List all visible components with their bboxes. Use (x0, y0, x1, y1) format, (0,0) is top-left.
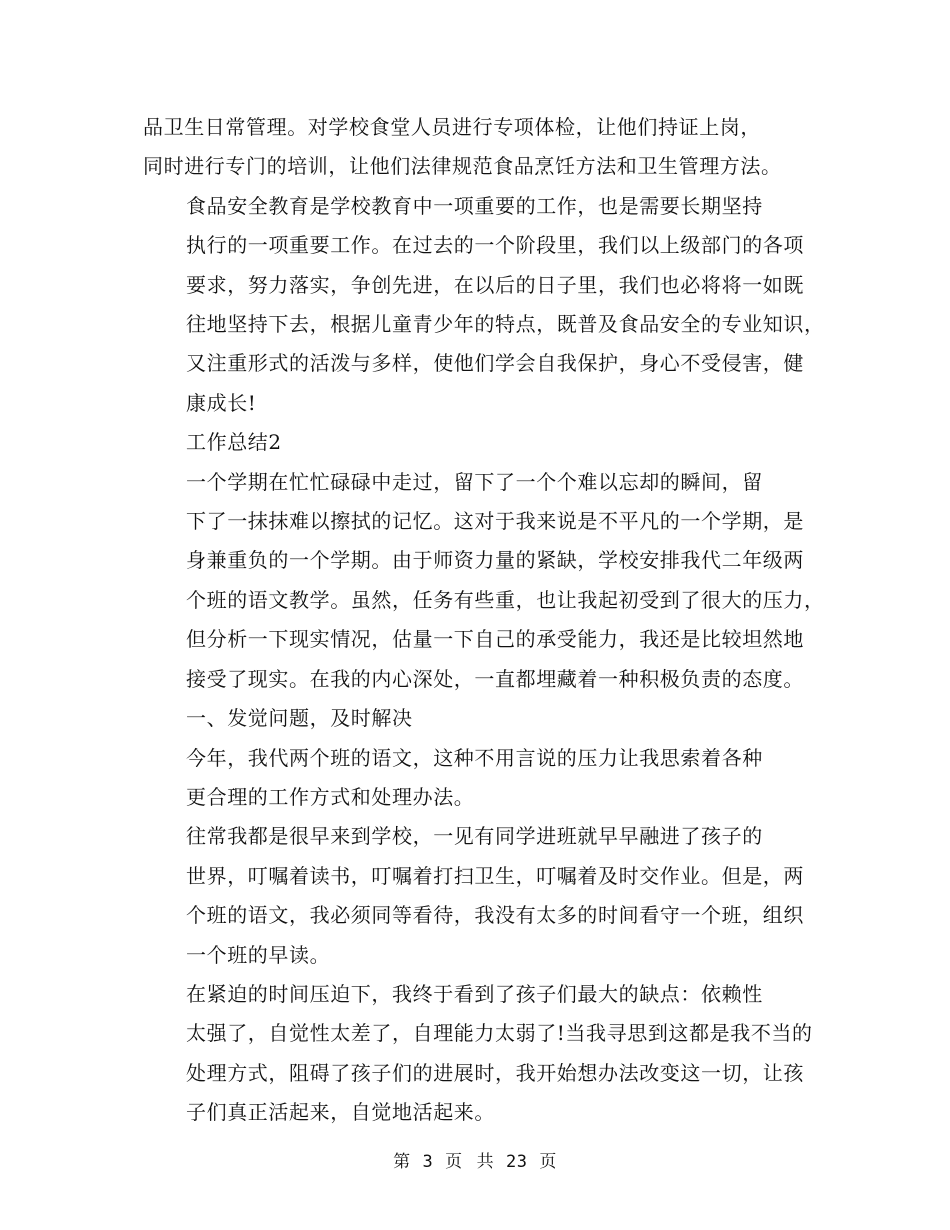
page-footer (0, 1150, 950, 1174)
footer-page-word: 页 (445, 1152, 463, 1172)
text-line: 执行的一项重要工作。在过去的一个阶段里，我们以上级部门的各项 (186, 233, 804, 258)
paragraph (143, 699, 815, 738)
footer-total-pages: 23 (505, 1152, 528, 1172)
text-line: 同时进行专门的培训，让他们法律规范食品烹饪方法和卫生管理方法。 (143, 154, 782, 179)
text-line: 下了一抹抹难以擦拭的记忆。这对于我来说是不平凡的一个学期，是 (186, 509, 804, 534)
footer-suffix: 页 (539, 1152, 557, 1172)
text-line: 食品安全教育是学校教育中一项重要的工作，也是需要长期坚持 (186, 193, 763, 218)
footer-prefix: 第 (393, 1152, 411, 1172)
text-line: 一个班的早读。 (186, 942, 331, 967)
paragraph (143, 187, 825, 423)
footer-current-page: 3 (422, 1152, 434, 1172)
text-line: 但分析一下现实情况，估量一下自己的承受能力，我还是比较坦然地 (186, 627, 804, 652)
paragraph (143, 463, 825, 699)
footer-total-word: 共 (476, 1152, 495, 1172)
text-line: 要求，努力落实，争创先进，在以后的日子里，我们也必将将一如既 (186, 272, 804, 297)
text-line: 子们真正活起来，自觉地活起来。 (186, 1100, 495, 1125)
document-body (143, 108, 825, 1133)
text-line: 工作总结2 (186, 430, 282, 455)
text-line: 在紧迫的时间压迫下，我终于看到了孩子们最大的缺点：依赖性 (186, 981, 763, 1006)
paragraph (143, 108, 815, 187)
text-line: 品卫生日常管理。对学校食堂人员进行专项体检，让他们持证上岗， (143, 115, 761, 139)
text-line: 个班的语文，我必须同等看待，我没有太多的时间看守一个班，组织 (186, 903, 804, 928)
text-line: 一、发觉问题，及时解决 (186, 706, 413, 731)
text-line: 康成长! (186, 390, 257, 415)
paragraph (143, 739, 815, 818)
paragraph (143, 975, 815, 1133)
text-line: 一个学期在忙忙碌碌中走过，留下了一个个难以忘却的瞬间，留 (186, 469, 763, 494)
text-line: 世界，叮嘱着读书，叮嘱着打扫卫生，叮嘱着及时交作业。但是，两 (186, 863, 804, 888)
text-line: 今年，我代两个班的语文，这种不用言说的压力让我思索着各种 (186, 745, 763, 770)
text-line: 接受了现实。在我的内心深处，一直都埋藏着一种积极负责的态度。 (186, 666, 804, 691)
paragraph (143, 817, 815, 975)
text-line: 太强了，自觉性太差了，自理能力太弱了!当我寻思到这都是我不当的 (186, 1021, 813, 1046)
text-line: 往常我都是很早来到学校，一见有同学进班就早早融进了孩子的 (186, 824, 763, 849)
text-line: 更合理的工作方式和处理办法。 (186, 784, 475, 809)
paragraph (143, 423, 815, 462)
text-line: 个班的语文教学。虽然，任务有些重，也让我起初受到了很大的压力， (186, 587, 825, 612)
text-line: 又注重形式的活泼与多样，使他们学会自我保护，身心不受侵害，健 (186, 351, 804, 376)
text-line: 往地坚持下去，根据儿童青少年的特点，既普及食品安全的专业知识， (186, 312, 825, 337)
text-line: 身兼重负的一个学期。由于师资力量的紧缺，学校安排我代二年级两 (186, 548, 804, 573)
text-line: 处理方式，阻碍了孩子们的进展时，我开始想办法改变这一切，让孩 (186, 1060, 804, 1085)
